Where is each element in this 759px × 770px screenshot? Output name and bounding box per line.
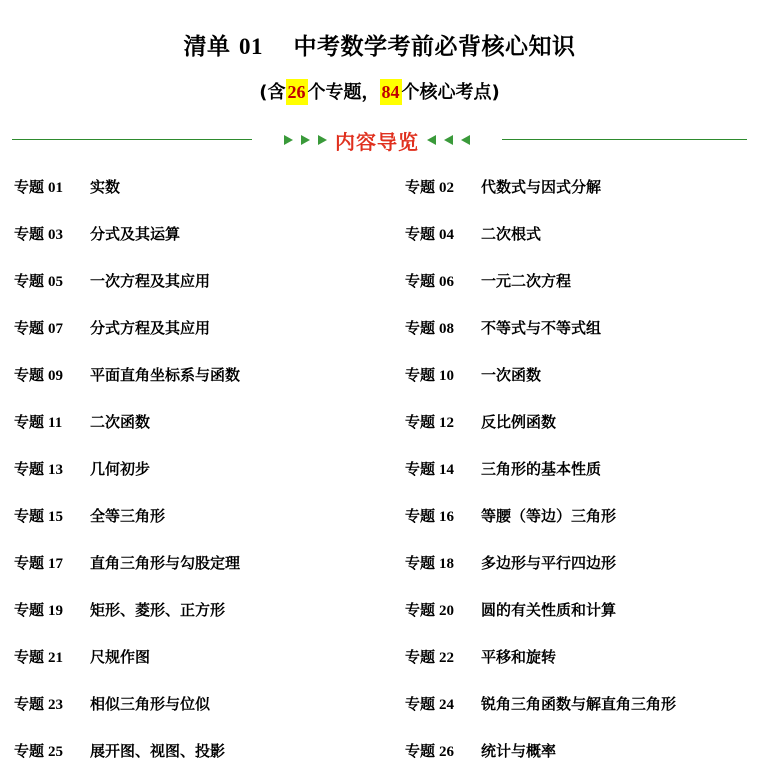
topic-name: 一元二次方程 [481, 272, 572, 290]
topic-name: 全等三角形 [90, 507, 166, 525]
topic-name: 几何初步 [90, 460, 151, 478]
topic-prefix: 专题 [405, 695, 436, 713]
topic-prefix: 专题 [405, 272, 436, 290]
topic-prefix: 专题 [14, 272, 45, 290]
topic-number: 23 [48, 697, 64, 713]
topic-name: 二次根式 [481, 225, 542, 243]
topic-item [14, 176, 121, 197]
topic-name: 二次函数 [90, 413, 151, 431]
topic-name: 圆的有关性质和计算 [481, 601, 617, 619]
subtitle-close: 个核心考点) [401, 82, 500, 103]
topic-prefix: 专题 [405, 601, 436, 619]
topic-number: 15 [48, 509, 64, 525]
topic-prefix: 专题 [405, 554, 436, 572]
topic-item [14, 458, 151, 479]
topic-item [405, 458, 602, 479]
topic-number: 20 [439, 603, 455, 619]
topic-number: 07 [48, 321, 64, 337]
topic-prefix: 专题 [14, 507, 45, 525]
topic-prefix: 专题 [14, 695, 45, 713]
topic-name: 平移和旋转 [481, 648, 557, 666]
topic-number: 14 [439, 462, 455, 478]
topic-number: 03 [48, 227, 64, 243]
arrow-right-icon [301, 135, 310, 145]
topic-item [14, 552, 241, 573]
topic-item [14, 223, 181, 244]
topic-name: 分式及其运算 [90, 225, 181, 243]
topic-name: 实数 [90, 178, 121, 196]
page-title [0, 28, 759, 61]
topic-prefix: 专题 [14, 413, 45, 431]
topic-item [14, 693, 211, 714]
topic-name: 代数式与因式分解 [481, 178, 602, 196]
topic-name: 等腰（等边）三角形 [481, 507, 617, 525]
topic-number: 26 [439, 744, 455, 760]
topic-number: 13 [48, 462, 64, 478]
topic-prefix: 专题 [14, 366, 45, 384]
topic-prefix: 专题 [14, 225, 45, 243]
topic-name: 反比例函数 [481, 413, 557, 431]
topic-name: 相似三角形与位似 [90, 695, 211, 713]
topic-name: 直角三角形与勾股定理 [90, 554, 241, 572]
topic-name: 不等式与不等式组 [481, 319, 602, 337]
topic-number: 04 [439, 227, 455, 243]
topic-prefix: 专题 [405, 742, 436, 760]
topic-item [14, 505, 166, 526]
topic-prefix: 专题 [14, 178, 45, 196]
topic-prefix: 专题 [14, 742, 45, 760]
topic-prefix: 专题 [405, 178, 436, 196]
banner-left-rule [12, 139, 252, 140]
subtitle-mid: 个专题， [307, 82, 380, 103]
contents-banner [12, 126, 747, 154]
topic-item [14, 364, 241, 385]
topic-name: 一次方程及其应用 [90, 272, 211, 290]
title-number: 01 [239, 34, 263, 59]
arrow-right-icon [284, 135, 293, 145]
topic-item [405, 223, 542, 244]
topic-item [14, 317, 211, 338]
topic-name: 展开图、视图、投影 [90, 742, 226, 760]
arrow-left-icon [444, 135, 453, 145]
topic-item [405, 176, 602, 197]
topic-name: 锐角三角函数与解直角三角形 [481, 695, 677, 713]
topic-item [405, 740, 557, 761]
topic-number: 18 [439, 556, 455, 572]
topic-item [405, 693, 677, 714]
topic-prefix: 专题 [405, 460, 436, 478]
topic-number: 12 [439, 415, 455, 431]
topic-name: 尺规作图 [90, 648, 151, 666]
points-count-highlight: 84 [380, 79, 402, 105]
topic-name: 多边形与平行四边形 [481, 554, 617, 572]
topic-number: 06 [439, 274, 455, 290]
topic-number: 21 [48, 650, 64, 666]
topic-item [14, 270, 211, 291]
topic-item [405, 552, 617, 573]
topic-item [405, 646, 557, 667]
topic-name: 分式方程及其应用 [90, 319, 211, 337]
topic-number: 24 [439, 697, 455, 713]
topic-number: 22 [439, 650, 455, 666]
topic-number: 09 [48, 368, 64, 384]
topic-item [14, 646, 151, 667]
topic-number: 17 [48, 556, 64, 572]
topic-prefix: 专题 [405, 225, 436, 243]
topic-prefix: 专题 [14, 319, 45, 337]
topic-name: 一次函数 [481, 366, 542, 384]
topic-item [405, 317, 602, 338]
topic-item [405, 364, 542, 385]
topic-item [14, 599, 226, 620]
arrow-right-icon [318, 135, 327, 145]
page-subtitle [0, 78, 759, 104]
topic-number: 01 [48, 180, 64, 196]
subtitle-open: (含 [259, 82, 286, 103]
topic-prefix: 专题 [405, 507, 436, 525]
title-text: 中考数学考前必背核心知识 [293, 34, 576, 60]
topic-name: 平面直角坐标系与函数 [90, 366, 241, 384]
topic-prefix: 专题 [14, 460, 45, 478]
topic-number: 08 [439, 321, 455, 337]
topic-prefix: 专题 [14, 554, 45, 572]
topic-item [405, 411, 557, 432]
topic-name: 矩形、菱形、正方形 [90, 601, 226, 619]
topic-number: 11 [48, 415, 63, 431]
topic-prefix: 专题 [405, 319, 436, 337]
arrow-left-icon [427, 135, 436, 145]
topic-item [405, 270, 572, 291]
topic-prefix: 专题 [405, 366, 436, 384]
banner-center [252, 126, 502, 154]
topic-number: 19 [48, 603, 64, 619]
topic-prefix: 专题 [405, 648, 436, 666]
arrow-left-icon [461, 135, 470, 145]
topic-number: 02 [439, 180, 455, 196]
topic-prefix: 专题 [14, 601, 45, 619]
topic-number: 05 [48, 274, 64, 290]
banner-right-rule [502, 139, 747, 140]
topic-item [14, 740, 226, 761]
topic-prefix: 专题 [14, 648, 45, 666]
topic-name: 统计与概率 [481, 742, 557, 760]
banner-title: 内容导览 [335, 129, 419, 154]
topic-item [405, 505, 617, 526]
topic-name: 三角形的基本性质 [481, 460, 602, 478]
topic-number: 25 [48, 744, 64, 760]
topics-count-highlight: 26 [286, 79, 308, 105]
topic-prefix: 专题 [405, 413, 436, 431]
topic-number: 10 [439, 368, 455, 384]
topic-item [14, 411, 151, 432]
topic-number: 16 [439, 509, 455, 525]
title-prefix: 清单 [183, 34, 231, 60]
topic-item [405, 599, 617, 620]
